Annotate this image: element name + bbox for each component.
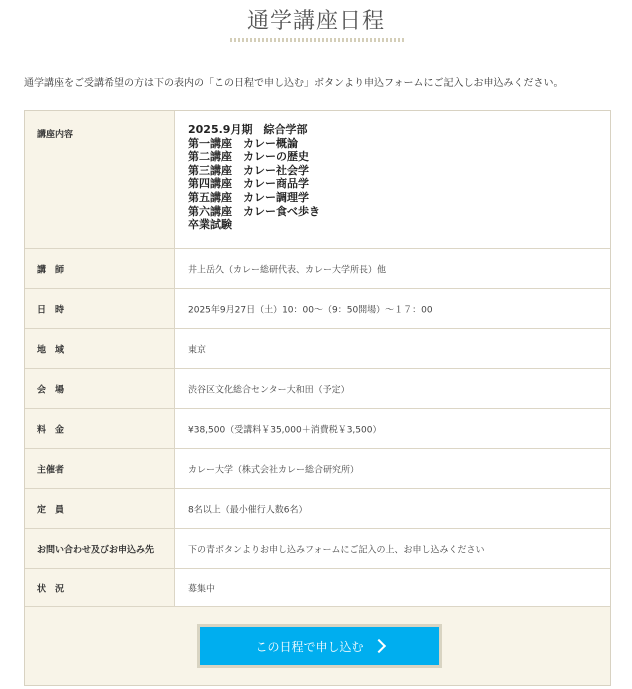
row-label-cell <box>25 409 175 448</box>
row-value-cell <box>175 449 610 488</box>
table-row-region <box>25 329 610 369</box>
course-line: 2025.9月期 綜合学部 <box>188 123 308 136</box>
row-label-cell <box>25 489 175 528</box>
row-value: ¥38,500（受講料￥35,000＋消費税￥3,500） <box>188 425 382 435</box>
row-value-cell <box>175 369 610 408</box>
row-value: 8名以上（最小催行人数6名） <box>188 505 308 515</box>
row-label: 会 場 <box>37 385 65 395</box>
row-label-cell <box>25 289 175 328</box>
row-label: 状 況 <box>37 584 65 594</box>
row-label: 定 員 <box>37 505 65 515</box>
table-row-fee <box>25 409 610 449</box>
row-label-cell <box>25 369 175 408</box>
row-value-cell <box>175 249 610 288</box>
row-value-cell <box>175 329 610 368</box>
apply-button[interactable] <box>197 624 442 668</box>
apply-button-label: この日程で申し込む <box>255 639 364 654</box>
row-label: お問い合わせ及びお申込み先 <box>37 545 155 555</box>
row-value: 渋谷区文化総合センター大和田（予定） <box>188 385 350 395</box>
row-label: 地 域 <box>37 345 65 355</box>
row-label-cell <box>25 529 175 568</box>
row-value-cell <box>175 569 610 606</box>
course-line: 第五講座 カレー調理学 <box>188 190 309 204</box>
row-label: 日 時 <box>37 305 65 315</box>
table-row-contact <box>25 529 610 569</box>
table-row-instructor <box>25 249 610 289</box>
row-label-cell <box>25 111 175 248</box>
table-row-status <box>25 569 610 607</box>
course-line: 卒業試験 <box>188 218 232 232</box>
table-row-capacity <box>25 489 610 529</box>
row-value: 2025年9月27日（土）10：00～（9：50開場）～１７：00 <box>188 305 433 315</box>
row-value-cell <box>175 529 610 568</box>
course-line: 第二講座 カレーの歴史 <box>188 150 309 164</box>
table-row-venue <box>25 369 610 409</box>
apply-section <box>25 607 610 685</box>
page-title: 通学講座日程 <box>246 9 385 34</box>
course-line: 第六講座 カレー食べ歩き <box>188 204 320 218</box>
row-value-cell <box>175 289 610 328</box>
row-label-cell <box>25 249 175 288</box>
course-line: 第一講座 カレー概論 <box>188 136 298 150</box>
row-label-cell <box>25 329 175 368</box>
row-label: 料 金 <box>37 425 65 435</box>
table-row-course <box>25 111 610 249</box>
page-header <box>0 0 632 46</box>
course-line: 第四講座 カレー商品学 <box>188 177 309 191</box>
course-line: 第三講座 カレー社会学 <box>188 163 309 177</box>
schedule-table <box>24 110 611 686</box>
chevron-right-icon <box>371 639 385 653</box>
row-value: 下の青ボタンよりお申し込みフォームにご記入の上、お申し込みください <box>188 545 485 555</box>
table-row-organizer <box>25 449 610 489</box>
row-label-cell <box>25 569 175 606</box>
row-value: 井上岳久（カレー総研代表、カレー大学所長）他 <box>188 265 387 275</box>
row-value-cell <box>175 111 610 248</box>
row-value: 募集中 <box>188 584 216 594</box>
row-value-cell <box>175 409 610 448</box>
row-label: 主催者 <box>37 465 65 475</box>
row-value: 東京 <box>188 345 207 355</box>
row-label: 講 師 <box>37 265 65 275</box>
row-value-cell <box>175 489 610 528</box>
course-list <box>188 123 320 232</box>
row-label-cell <box>25 449 175 488</box>
row-value: カレー大学（株式会社カレー総合研究所） <box>188 465 360 475</box>
intro-text: 通学講座をご受講希望の方は下の表内の「この日程で申し込む」ボタンより申込フォームにご記入しお申込みください。 <box>24 78 564 89</box>
row-label: 講座内容 <box>37 130 74 140</box>
table-row-datetime <box>25 289 610 329</box>
title-underline <box>230 38 406 42</box>
